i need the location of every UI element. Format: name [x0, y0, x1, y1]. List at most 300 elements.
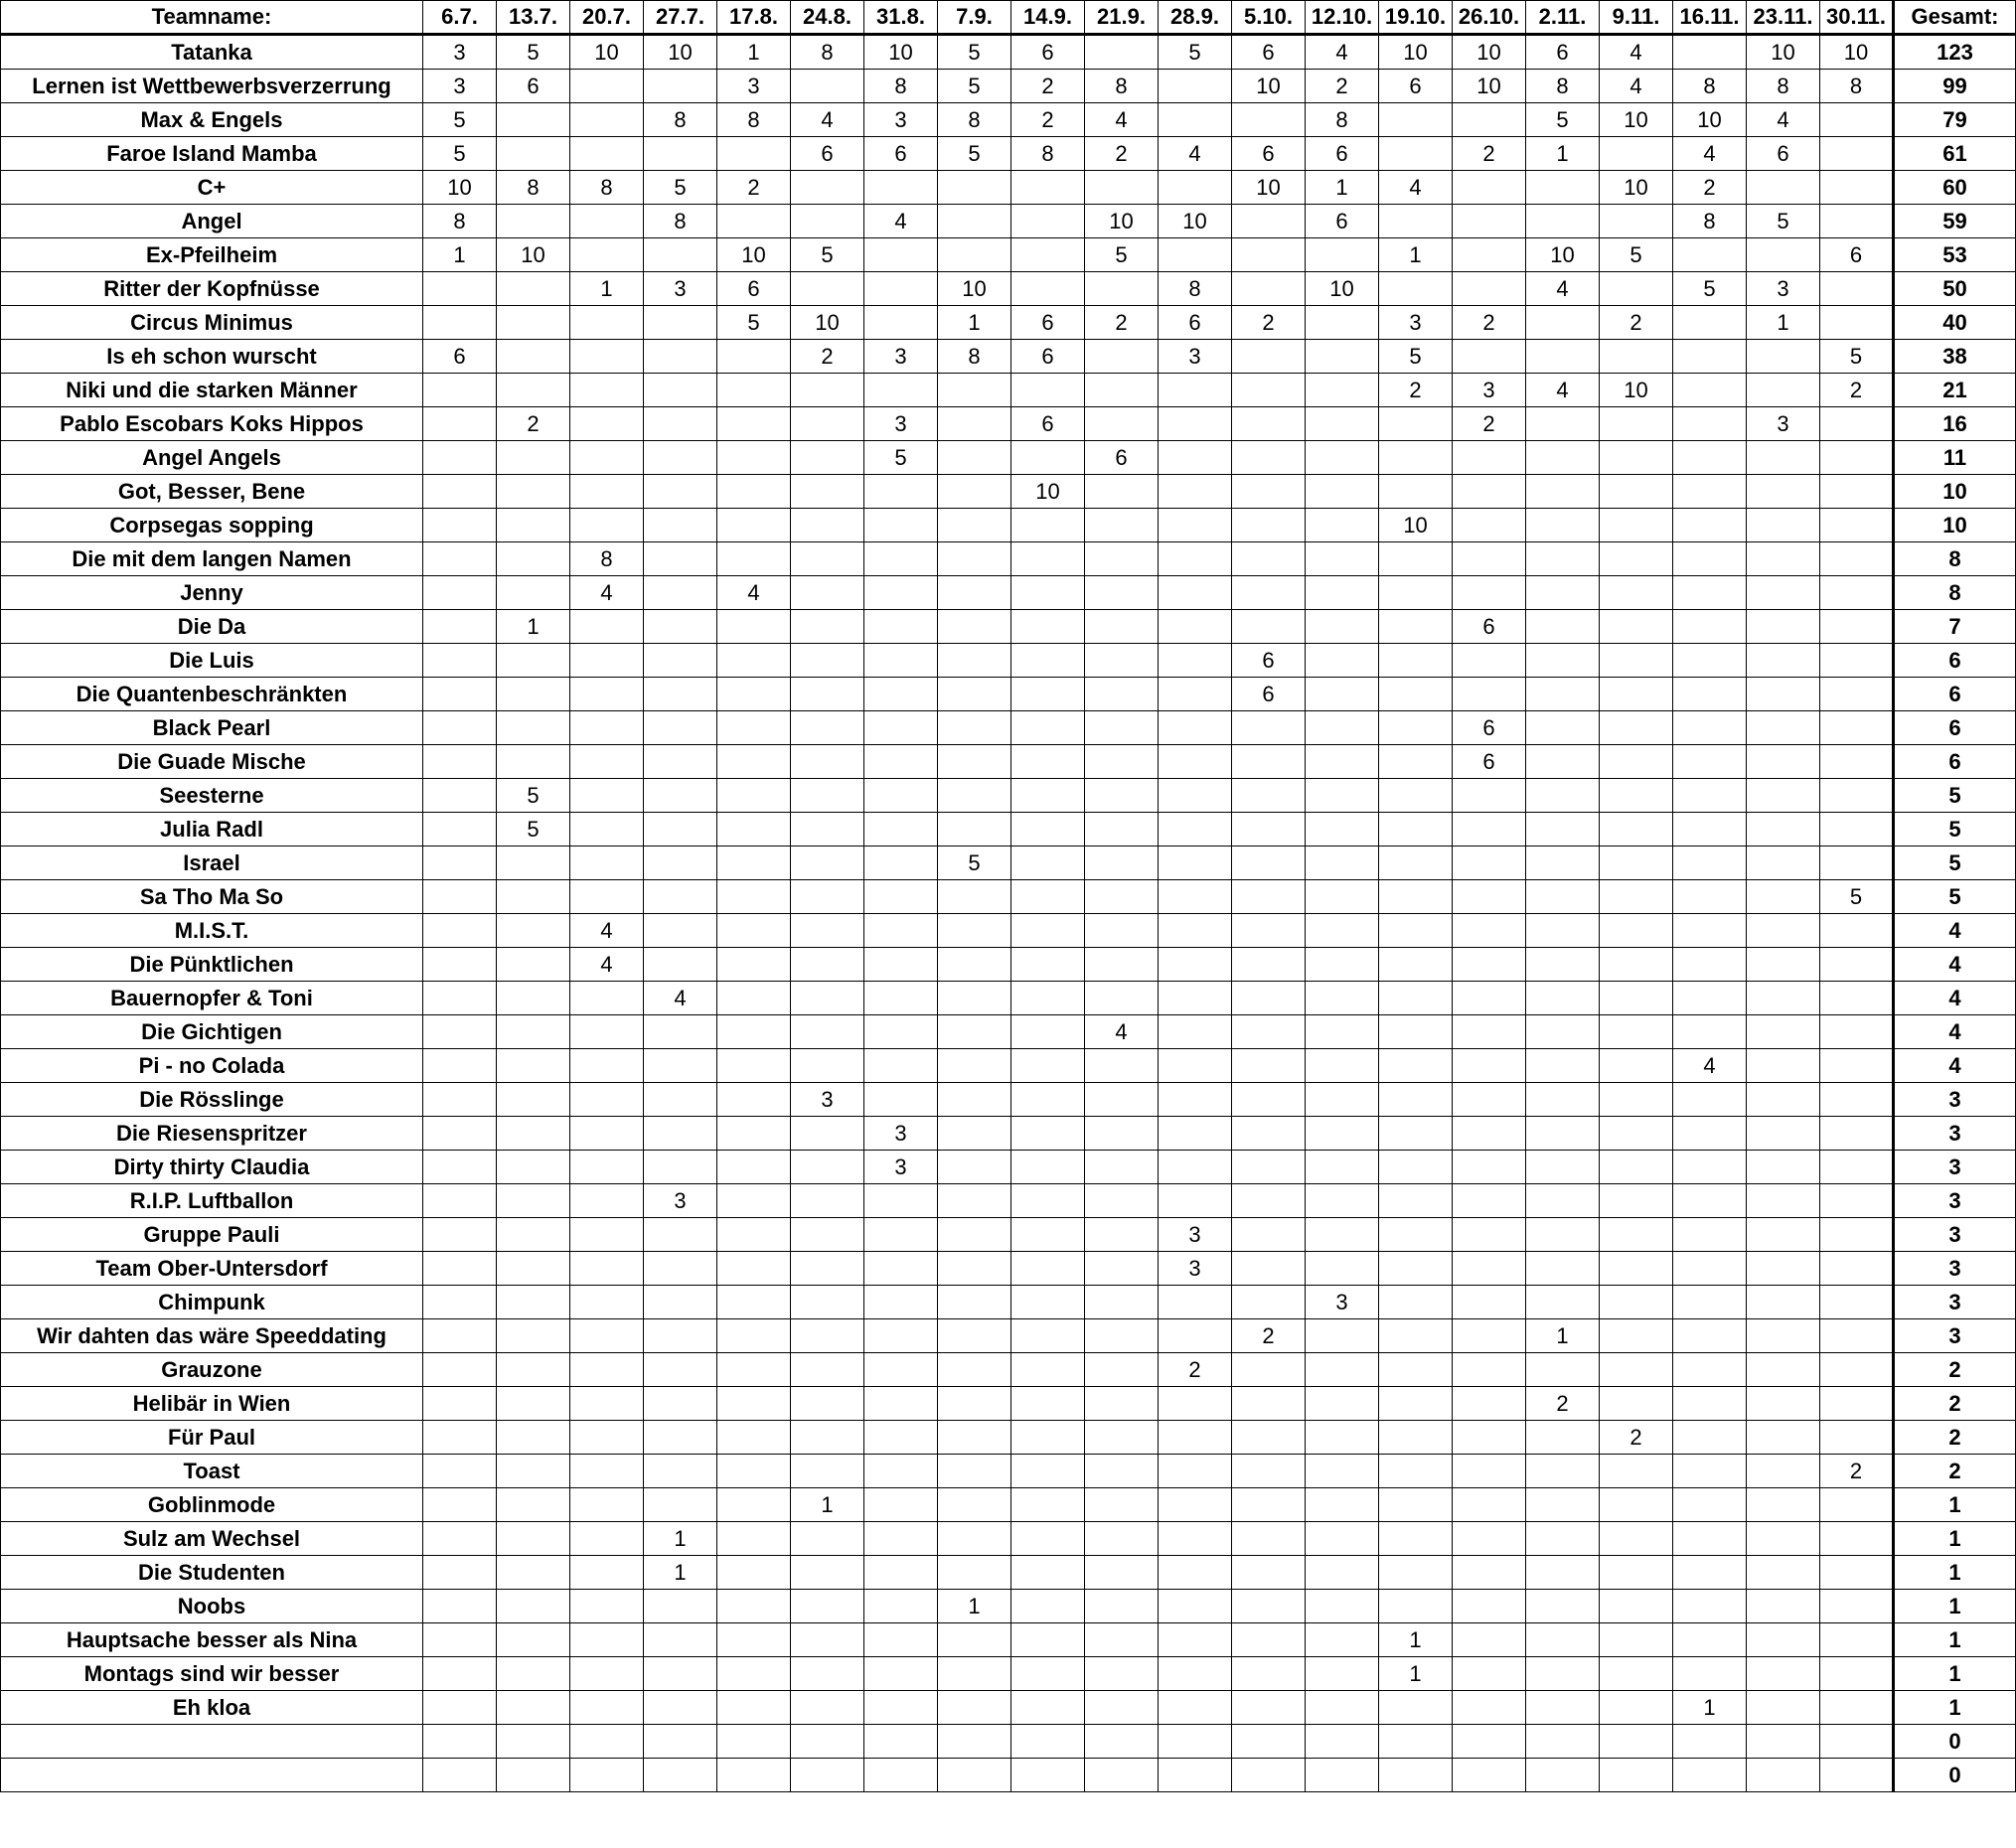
score-cell: 8 [497, 171, 570, 205]
score-cell [1159, 509, 1232, 542]
score-cell [1379, 1015, 1453, 1049]
score-cell [864, 1218, 938, 1252]
score-cell [1232, 1015, 1306, 1049]
score-cell [1453, 509, 1526, 542]
score-cell [423, 948, 497, 982]
score-cell [1600, 1286, 1673, 1319]
score-cell [644, 948, 717, 982]
score-cell [1379, 1455, 1453, 1488]
score-cell [1820, 542, 1894, 576]
header-date: 26.10. [1453, 1, 1526, 35]
score-cell [791, 205, 864, 238]
team-name-cell: Faroe Island Mamba [1, 137, 423, 171]
score-cell [644, 1725, 717, 1759]
score-cell: 10 [1232, 70, 1306, 103]
score-cell: 6 [423, 340, 497, 374]
score-cell [864, 678, 938, 711]
score-cell [1306, 306, 1379, 340]
score-cell [1159, 171, 1232, 205]
team-name-cell: Corpsegas sopping [1, 509, 423, 542]
score-cell [791, 914, 864, 948]
score-cell [1600, 1353, 1673, 1387]
total-cell: 123 [1894, 35, 2016, 70]
score-cell [570, 441, 644, 475]
score-cell: 5 [497, 35, 570, 70]
score-cell [1747, 847, 1820, 880]
team-name-cell: Gruppe Pauli [1, 1218, 423, 1252]
score-cell [1085, 1759, 1159, 1792]
score-cell [1600, 1387, 1673, 1421]
score-cell [1085, 1623, 1159, 1657]
score-cell [1673, 1590, 1747, 1623]
header-date: 7.9. [938, 1, 1011, 35]
score-cell [497, 1725, 570, 1759]
score-cell [644, 1691, 717, 1725]
score-cell [791, 1725, 864, 1759]
score-cell [1820, 509, 1894, 542]
score-cell [497, 509, 570, 542]
score-cell [1379, 1522, 1453, 1556]
score-cell [791, 542, 864, 576]
score-cell [1011, 238, 1085, 272]
score-cell [1232, 610, 1306, 644]
score-cell [791, 1421, 864, 1455]
header-date: 21.9. [1085, 1, 1159, 35]
score-cell [1232, 880, 1306, 914]
score-cell [1600, 610, 1673, 644]
score-cell [791, 576, 864, 610]
total-cell: 79 [1894, 103, 2016, 137]
score-cell [717, 1083, 791, 1117]
score-cell [938, 374, 1011, 407]
score-cell [644, 475, 717, 509]
score-cell [1085, 644, 1159, 678]
team-name-cell: Team Ober-Untersdorf [1, 1252, 423, 1286]
score-cell [1011, 1657, 1085, 1691]
score-cell [1085, 509, 1159, 542]
score-cell [717, 1252, 791, 1286]
score-cell [1747, 1117, 1820, 1151]
score-cell [497, 1015, 570, 1049]
score-cell: 4 [1526, 374, 1600, 407]
table-row [1, 1083, 2016, 1117]
score-cell: 10 [1011, 475, 1085, 509]
score-cell: 10 [423, 171, 497, 205]
score-cell [1820, 205, 1894, 238]
table-row [1, 1691, 2016, 1725]
score-cell [497, 374, 570, 407]
table-row [1, 103, 2016, 137]
score-cell [1159, 1083, 1232, 1117]
score-cell [1453, 1759, 1526, 1792]
total-cell: 1 [1894, 1590, 2016, 1623]
score-cell: 3 [1159, 340, 1232, 374]
score-cell [1232, 1387, 1306, 1421]
score-cell [1526, 509, 1600, 542]
score-cell: 2 [1011, 70, 1085, 103]
score-cell [1085, 171, 1159, 205]
score-cell [1159, 1623, 1232, 1657]
score-cell [423, 745, 497, 779]
score-cell: 2 [1820, 1455, 1894, 1488]
team-name-cell: Seesterne [1, 779, 423, 813]
score-cell: 4 [1600, 35, 1673, 70]
score-cell [864, 644, 938, 678]
score-cell: 6 [1159, 306, 1232, 340]
score-cell [1379, 610, 1453, 644]
score-cell [1232, 103, 1306, 137]
score-cell: 6 [864, 137, 938, 171]
score-cell [1673, 678, 1747, 711]
score-cell [1600, 1151, 1673, 1184]
score-cell [1453, 1117, 1526, 1151]
score-cell [864, 1286, 938, 1319]
score-cell [717, 1015, 791, 1049]
total-cell: 4 [1894, 982, 2016, 1015]
score-cell [1453, 1522, 1526, 1556]
score-cell [1011, 1488, 1085, 1522]
score-cell [938, 171, 1011, 205]
score-cell [1379, 137, 1453, 171]
score-cell [1011, 948, 1085, 982]
score-cell [1600, 1590, 1673, 1623]
score-cell [497, 1455, 570, 1488]
score-cell [1600, 1725, 1673, 1759]
score-cell [1453, 1083, 1526, 1117]
score-cell [1306, 1252, 1379, 1286]
score-cell [1379, 576, 1453, 610]
score-cell [717, 205, 791, 238]
team-name-cell: Sa Tho Ma So [1, 880, 423, 914]
score-cell [1747, 441, 1820, 475]
score-cell [1085, 374, 1159, 407]
score-cell [1526, 1590, 1600, 1623]
score-cell [864, 914, 938, 948]
score-cell [644, 1319, 717, 1353]
score-cell: 4 [717, 576, 791, 610]
score-cell: 6 [1011, 407, 1085, 441]
score-cell [791, 1218, 864, 1252]
score-cell [497, 880, 570, 914]
score-cell: 1 [1747, 306, 1820, 340]
score-cell [1820, 610, 1894, 644]
score-cell: 2 [1526, 1387, 1600, 1421]
total-cell: 6 [1894, 711, 2016, 745]
score-cell [1820, 678, 1894, 711]
score-cell [1159, 914, 1232, 948]
score-cell [1306, 847, 1379, 880]
score-cell: 6 [791, 137, 864, 171]
score-cell [644, 678, 717, 711]
score-cell: 2 [1306, 70, 1379, 103]
score-cell [1011, 1117, 1085, 1151]
score-cell [1159, 576, 1232, 610]
score-cell [570, 1691, 644, 1725]
score-cell [791, 70, 864, 103]
score-cell [1085, 1725, 1159, 1759]
score-cell [1159, 1151, 1232, 1184]
score-cell [1232, 711, 1306, 745]
score-cell [1379, 1252, 1453, 1286]
score-cell [1011, 847, 1085, 880]
score-cell [1747, 1488, 1820, 1522]
score-cell [1453, 238, 1526, 272]
score-cell [864, 171, 938, 205]
score-cell [1820, 982, 1894, 1015]
score-cell [1600, 982, 1673, 1015]
score-cell [717, 948, 791, 982]
team-name-cell [1, 1725, 423, 1759]
score-cell: 3 [717, 70, 791, 103]
score-cell [1747, 914, 1820, 948]
team-name-cell: Israel [1, 847, 423, 880]
score-cell: 8 [423, 205, 497, 238]
score-cell [1379, 1556, 1453, 1590]
score-cell [938, 1691, 1011, 1725]
score-cell: 2 [1453, 407, 1526, 441]
score-cell [791, 880, 864, 914]
score-cell [1306, 1421, 1379, 1455]
score-cell [1526, 644, 1600, 678]
score-cell [1747, 509, 1820, 542]
score-cell [1673, 1657, 1747, 1691]
score-cell [1011, 610, 1085, 644]
score-cell [1453, 1488, 1526, 1522]
score-cell [791, 1319, 864, 1353]
score-cell [938, 1286, 1011, 1319]
table-row [1, 1590, 2016, 1623]
score-cell [423, 272, 497, 306]
score-cell [1011, 1522, 1085, 1556]
score-cell: 8 [1011, 137, 1085, 171]
score-cell [1159, 475, 1232, 509]
score-cell [1379, 441, 1453, 475]
score-cell [644, 576, 717, 610]
score-cell [423, 1252, 497, 1286]
score-cell [1747, 1657, 1820, 1691]
score-cell [1232, 542, 1306, 576]
score-cell [644, 441, 717, 475]
score-cell [1820, 1184, 1894, 1218]
score-cell: 8 [1820, 70, 1894, 103]
score-cell [1159, 880, 1232, 914]
score-cell [423, 644, 497, 678]
score-cell [1747, 1455, 1820, 1488]
score-cell [1379, 1049, 1453, 1083]
score-cell [1526, 1353, 1600, 1387]
score-cell [791, 1184, 864, 1218]
score-cell [1306, 610, 1379, 644]
score-cell [1820, 441, 1894, 475]
score-cell [1526, 542, 1600, 576]
total-cell: 10 [1894, 475, 2016, 509]
score-cell: 3 [864, 407, 938, 441]
total-cell: 6 [1894, 678, 2016, 711]
score-cell [1011, 914, 1085, 948]
score-cell [1085, 1319, 1159, 1353]
score-cell [423, 542, 497, 576]
score-cell [1747, 1691, 1820, 1725]
score-cell [1159, 644, 1232, 678]
score-cell [570, 1522, 644, 1556]
score-cell [1379, 1286, 1453, 1319]
score-cell [423, 1725, 497, 1759]
score-cell [1085, 1151, 1159, 1184]
score-cell [1379, 542, 1453, 576]
score-cell [1526, 1623, 1600, 1657]
score-cell [1085, 678, 1159, 711]
total-cell: 8 [1894, 576, 2016, 610]
score-cell: 6 [1232, 35, 1306, 70]
score-cell [423, 914, 497, 948]
score-cell [497, 441, 570, 475]
score-cell [864, 576, 938, 610]
score-cell: 1 [1673, 1691, 1747, 1725]
score-cell [791, 1286, 864, 1319]
score-cell [570, 1353, 644, 1387]
score-cell [1232, 1590, 1306, 1623]
score-cell [1159, 1387, 1232, 1421]
score-cell [1600, 1184, 1673, 1218]
score-cell [423, 711, 497, 745]
score-cell [570, 1015, 644, 1049]
score-cell [1747, 745, 1820, 779]
score-cell [1673, 1117, 1747, 1151]
score-cell: 4 [1600, 70, 1673, 103]
score-cell [1011, 745, 1085, 779]
score-cell: 3 [1306, 1286, 1379, 1319]
team-name-cell: Die Luis [1, 644, 423, 678]
score-cell [1820, 1623, 1894, 1657]
score-cell [1232, 1421, 1306, 1455]
score-cell [1159, 1286, 1232, 1319]
score-cell: 10 [1600, 171, 1673, 205]
score-cell [1011, 374, 1085, 407]
score-cell [791, 1623, 864, 1657]
score-cell: 2 [1232, 1319, 1306, 1353]
score-cell [791, 272, 864, 306]
score-cell [791, 1522, 864, 1556]
score-cell [644, 1421, 717, 1455]
score-cell [717, 813, 791, 847]
score-cell [791, 948, 864, 982]
team-name-cell: Jenny [1, 576, 423, 610]
score-cell [1159, 441, 1232, 475]
score-cell [497, 475, 570, 509]
score-cell [1673, 35, 1747, 70]
score-cell [1673, 407, 1747, 441]
score-cell [1379, 948, 1453, 982]
score-cell [570, 1590, 644, 1623]
table-row [1, 542, 2016, 576]
score-cell [1820, 1488, 1894, 1522]
score-cell [644, 1657, 717, 1691]
score-cell: 1 [423, 238, 497, 272]
score-cell [1232, 1759, 1306, 1792]
score-cell [717, 1488, 791, 1522]
total-cell: 10 [1894, 509, 2016, 542]
score-cell [1159, 1117, 1232, 1151]
score-cell [644, 813, 717, 847]
score-cell: 5 [938, 847, 1011, 880]
score-cell: 2 [1232, 306, 1306, 340]
score-cell [791, 1657, 864, 1691]
score-cell [1159, 103, 1232, 137]
header-date: 17.8. [717, 1, 791, 35]
score-cell [791, 610, 864, 644]
score-cell [1159, 374, 1232, 407]
total-cell: 5 [1894, 847, 2016, 880]
score-cell [1306, 340, 1379, 374]
score-cell [1673, 1387, 1747, 1421]
score-cell [644, 1286, 717, 1319]
score-cell [1747, 374, 1820, 407]
score-cell [1453, 880, 1526, 914]
total-cell: 3 [1894, 1218, 2016, 1252]
score-cell [1085, 779, 1159, 813]
score-cell [1306, 374, 1379, 407]
score-cell: 6 [1747, 137, 1820, 171]
score-cell [1600, 1049, 1673, 1083]
score-cell [791, 779, 864, 813]
score-cell [717, 1319, 791, 1353]
score-cell [717, 982, 791, 1015]
score-cell [1600, 407, 1673, 441]
table-row [1, 610, 2016, 644]
score-cell [570, 407, 644, 441]
score-cell [1306, 1455, 1379, 1488]
score-cell [1232, 1184, 1306, 1218]
header-date: 16.11. [1673, 1, 1747, 35]
score-cell: 1 [644, 1556, 717, 1590]
score-cell [497, 644, 570, 678]
score-cell [1379, 1117, 1453, 1151]
score-cell [423, 374, 497, 407]
score-cell [1306, 238, 1379, 272]
score-cell [1526, 1691, 1600, 1725]
score-cell [717, 407, 791, 441]
table-row [1, 306, 2016, 340]
score-cell [864, 745, 938, 779]
team-name-cell: Tatanka [1, 35, 423, 70]
score-cell [1526, 475, 1600, 509]
score-cell: 8 [1747, 70, 1820, 103]
score-cell [717, 711, 791, 745]
score-cell [864, 1421, 938, 1455]
score-cell: 8 [864, 70, 938, 103]
score-cell [1306, 1151, 1379, 1184]
score-cell [1085, 1387, 1159, 1421]
score-cell [1085, 948, 1159, 982]
score-cell: 2 [1159, 1353, 1232, 1387]
score-cell [1747, 1252, 1820, 1286]
score-cell [1600, 509, 1673, 542]
score-cell [1453, 982, 1526, 1015]
score-cell [644, 1015, 717, 1049]
score-cell [1526, 205, 1600, 238]
header-row [1, 1, 2016, 35]
score-cell [1747, 576, 1820, 610]
score-cell: 6 [1306, 137, 1379, 171]
score-cell [1379, 711, 1453, 745]
score-cell [1526, 1083, 1600, 1117]
score-cell [423, 1657, 497, 1691]
team-name-cell: Toast [1, 1455, 423, 1488]
score-cell: 5 [1526, 103, 1600, 137]
score-cell [1232, 441, 1306, 475]
header-date: 5.10. [1232, 1, 1306, 35]
score-cell [1673, 1218, 1747, 1252]
